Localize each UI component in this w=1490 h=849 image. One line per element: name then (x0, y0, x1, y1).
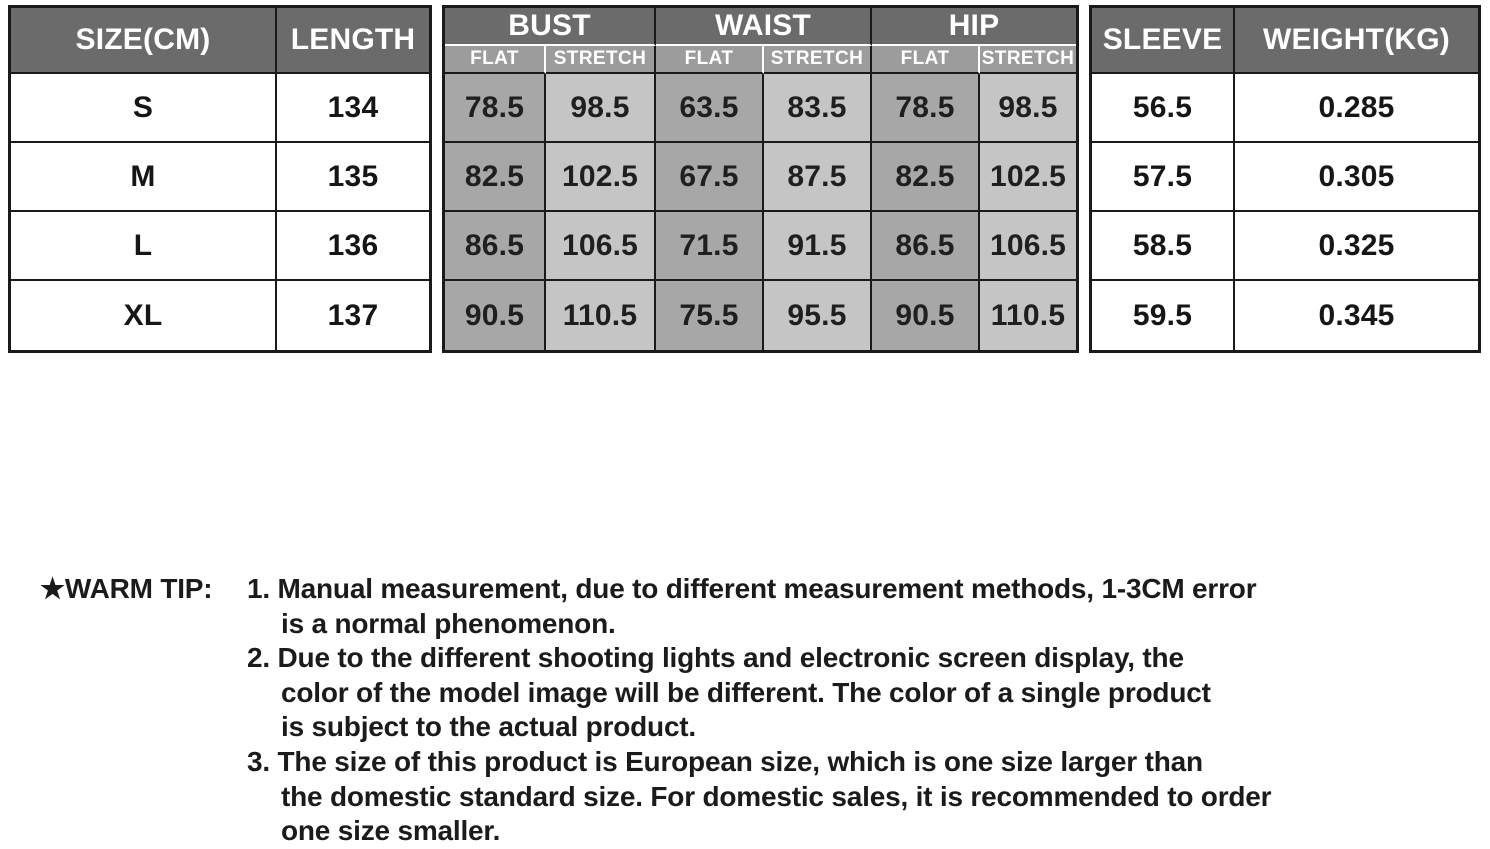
tip-text-line: 1. Manual measurement, due to different measurement methods, 1-3CM error (247, 573, 1257, 604)
row-xl-sleeve: 59.5 (1092, 281, 1235, 350)
group-header-bust: BUST (445, 8, 656, 46)
tip-text-line: one size smaller. (281, 815, 501, 847)
row-m-waist-flat: 67.5 (656, 143, 764, 212)
warm-tip-list (247, 572, 1271, 849)
tip-text-line: color of the model image will be different. The color of a single product (281, 676, 1211, 708)
row-s-hip-stretch: 98.5 (980, 74, 1076, 143)
row-l-sleeve: 58.5 (1092, 212, 1235, 281)
row-m-hip-flat: 82.5 (872, 143, 980, 212)
row-xl-waist-flat: 75.5 (656, 281, 764, 350)
group-header-hip: HIP (872, 8, 1076, 46)
subheader-waist-flat: FLAT (656, 46, 764, 74)
row-s-bust-stretch: 98.5 (546, 74, 656, 143)
tip-text-line: 2. Due to the different shooting lights and electronic screen display, the (247, 642, 1184, 674)
warm-tip-section (40, 572, 1271, 849)
row-s-waist-flat: 63.5 (656, 74, 764, 143)
tip-text-line: the domestic standard size. For domestic sales, it is recommended to order (281, 780, 1272, 812)
row-m-bust-stretch: 102.5 (546, 143, 656, 212)
row-xl-weight: 0.345 (1235, 281, 1478, 350)
row-l-bust-stretch: 106.5 (546, 212, 656, 281)
row-s-sleeve: 56.5 (1092, 74, 1235, 143)
row-xl-waist-stretch: 95.5 (764, 281, 872, 350)
row-xl-hip-stretch: 110.5 (980, 281, 1076, 350)
tip-text-line: is subject to the actual product. (281, 711, 697, 743)
column-header-length: LENGTH (277, 8, 429, 74)
row-s-length: 134 (277, 74, 429, 143)
row-s-hip-flat: 78.5 (872, 74, 980, 143)
row-l-length: 136 (277, 212, 429, 281)
subheader-bust-flat: FLAT (445, 46, 546, 74)
row-m-size: M (11, 143, 277, 212)
group-header-waist: WAIST (656, 8, 872, 46)
subheader-hip-flat: FLAT (872, 46, 980, 74)
row-xl-length: 137 (277, 281, 429, 350)
bust-waist-hip-section (442, 5, 1079, 353)
warm-tip-item-1 (247, 572, 1271, 641)
row-l-hip-flat: 86.5 (872, 212, 980, 281)
row-l-waist-stretch: 91.5 (764, 212, 872, 281)
row-m-bust-flat: 82.5 (445, 143, 546, 212)
row-xl-bust-stretch: 110.5 (546, 281, 656, 350)
warm-tip-item-3 (247, 745, 1271, 849)
subheader-hip-stretch: STRETCH (980, 46, 1076, 74)
subheader-bust-stretch: STRETCH (546, 46, 656, 74)
row-xl-hip-flat: 90.5 (872, 281, 980, 350)
row-m-sleeve: 57.5 (1092, 143, 1235, 212)
row-l-weight: 0.325 (1235, 212, 1478, 281)
row-m-weight: 0.305 (1235, 143, 1478, 212)
row-m-length: 135 (277, 143, 429, 212)
column-header-sleeve: SLEEVE (1092, 8, 1235, 74)
row-m-hip-stretch: 102.5 (980, 143, 1076, 212)
size-length-section (8, 5, 432, 353)
row-l-waist-flat: 71.5 (656, 212, 764, 281)
warm-tip-item-2 (247, 641, 1271, 745)
row-s-waist-stretch: 83.5 (764, 74, 872, 143)
row-xl-bust-flat: 90.5 (445, 281, 546, 350)
row-s-bust-flat: 78.5 (445, 74, 546, 143)
tip-text-line: 3. The size of this product is European size, which is one size larger than (247, 745, 1203, 777)
row-m-waist-stretch: 87.5 (764, 143, 872, 212)
tip-text-line: is a normal phenomenon. (281, 607, 616, 639)
sleeve-weight-section (1089, 5, 1481, 353)
column-header-size: SIZE(CM) (11, 8, 277, 74)
row-l-bust-flat: 86.5 (445, 212, 546, 281)
row-s-size: S (11, 74, 277, 143)
column-header-weight: WEIGHT(KG) (1235, 8, 1478, 74)
row-s-weight: 0.285 (1235, 74, 1478, 143)
row-l-hip-stretch: 106.5 (980, 212, 1076, 281)
row-xl-size: XL (11, 281, 277, 350)
row-l-size: L (11, 212, 277, 281)
warm-tip-label: ★WARM TIP: (40, 573, 213, 604)
size-chart-table (8, 5, 1481, 353)
subheader-waist-stretch: STRETCH (764, 46, 872, 74)
